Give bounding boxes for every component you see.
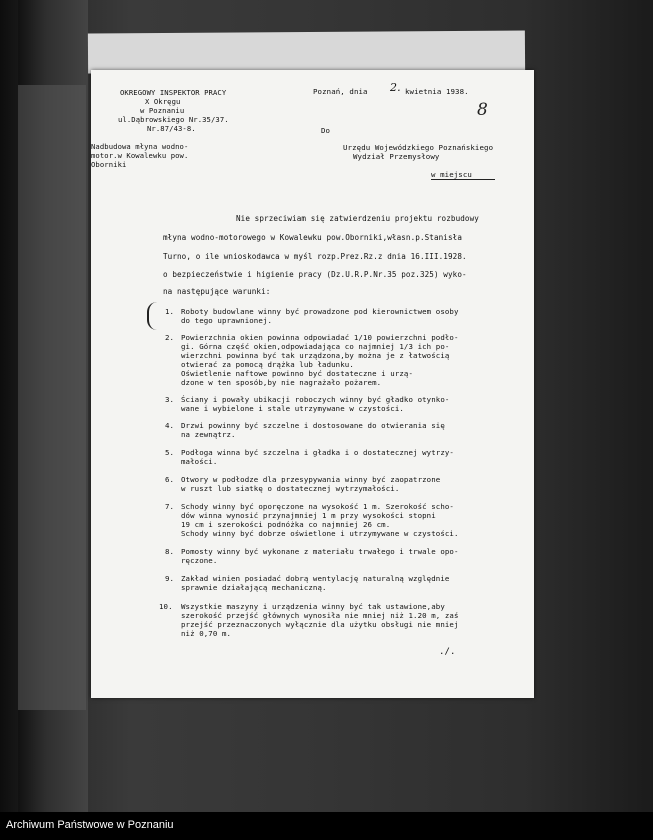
film-edge-inner [18, 85, 86, 710]
document-page [91, 70, 534, 698]
subject-line: Oborniki [91, 160, 127, 169]
intro-line: Turno, o ile wnioskodawca w myśl rozp.Prez.Rz.z dnia 16.III.1928. [163, 252, 467, 261]
condition-text: Schody winny być oporęczone na wysokość 1 m. Szerokość scho- dów winna wynosić przynajmniej 1 m przy wysokości stopni 19 cm i szerokości podnóżka co najmniej 26 cm. Schody winny być dobrze oświetlone i utrzymywane w czystości. [181, 502, 459, 538]
subject-line: motor.w Kowalewku pow. [91, 151, 189, 160]
page-behind [88, 30, 525, 73]
handwritten-folio-number: 8 [477, 100, 488, 120]
condition-number: 2. [165, 333, 175, 342]
condition-text: Wszystkie maszyny i urządzenia winny być tak ustawione,aby szerokość przejść głównych wynosiła nie mniej niż 1.20 m, zaś przejść przeznaczonych wyłącznie dla użytku obsługi nie mniej niż 0,70 m. [181, 602, 459, 638]
condition-text: Drzwi powinny być szczelne i dostosowane do otwierania się na zewnątrz. [181, 421, 445, 439]
condition-text: Zakład winien posiadać dobrą wentylację naturalną względnie sprawnie działającą mechaniczną. [181, 574, 450, 592]
intro-line: młyna wodno-motorowego w Kowalewku pow.Oborniki,własn.p.Stanisła [163, 233, 462, 242]
archive-credit: Archiwum Państwowe w Poznaniu [6, 819, 174, 831]
condition-number: 8. [165, 547, 175, 556]
sender-line: OKREGOWY INSPEKTOR PRACY [120, 88, 227, 97]
sender-line: w Poznaniu [140, 106, 185, 115]
place-date-suffix: kwietnia 1938. [405, 87, 469, 96]
condition-text: Podłoga winna być szczelna i gładka i o dostatecznej wytrzy- małości. [181, 448, 454, 466]
subject-line: Nadbudowa młyna wodno- [91, 142, 189, 151]
reference-number: Nr.87/43-8. [147, 124, 196, 133]
condition-text: Powierzchnia okien powinna odpowiadać 1/10 powierzchni podło- gi. Górna część okien,odpowiadająca co najmniej 1/3 ich po- wierzchni powinna być tak urządzona,by można je z łatwością otwierać za pomocą drążka lub ładunku. Oświetlenie naftowe powinno być dostateczne i urzą- dzone w ten sposób,by nie nagrażało pożarem. [181, 333, 459, 387]
end-mark: ./. [439, 647, 456, 657]
condition-number: 3. [165, 395, 175, 404]
condition-number: 9. [165, 574, 175, 583]
place-date-prefix: Poznań, dnia [313, 87, 368, 96]
handwritten-day: 2. [390, 81, 401, 94]
condition-number: 5. [165, 448, 175, 457]
sender-line: X Okręgu [145, 97, 181, 106]
condition-number: 7. [165, 502, 175, 511]
intro-line: Nie sprzeciwiam się zatwierdzeniu projektu rozbudowy [236, 214, 479, 223]
to-label: Do [321, 126, 331, 135]
recipient-line: Urzędu Wojewódzkiego Poznańskiego [343, 143, 494, 152]
recipient-location: w miejscu [431, 170, 495, 180]
condition-text: Ściany i powały ubikacji roboczych winny być gładko otynko- wane i wybielone i stale utrzymywane w czystości. [181, 395, 450, 413]
condition-text: Pomosty winny być wykonane z materiału trwałego i trwale opo- ręczone. [181, 547, 459, 565]
condition-number: 1. [165, 307, 175, 316]
sender-line: ul.Dąbrowskiego Nr.35/37. [118, 115, 229, 124]
condition-text: Otwory w podłodze dla przesypywania winny być zaopatrzone w ruszt lub siatkę o dostatecznej wytrzymałości. [181, 475, 441, 493]
condition-number: 6. [165, 475, 175, 484]
recipient-line: Wydział Przemysłowy [353, 152, 440, 161]
condition-number: 10. [159, 602, 173, 611]
intro-line: na następujące warunki: [163, 287, 271, 296]
condition-text: Roboty budowlane winny być prowadzone pod kierownictwem osoby do tego uprawnionej. [181, 307, 459, 325]
handwritten-bracket [147, 302, 163, 330]
condition-number: 4. [165, 421, 175, 430]
intro-line: o bezpieczeństwie i higienie pracy (Dz.U.R.P.Nr.35 poz.325) wyko- [163, 270, 467, 279]
